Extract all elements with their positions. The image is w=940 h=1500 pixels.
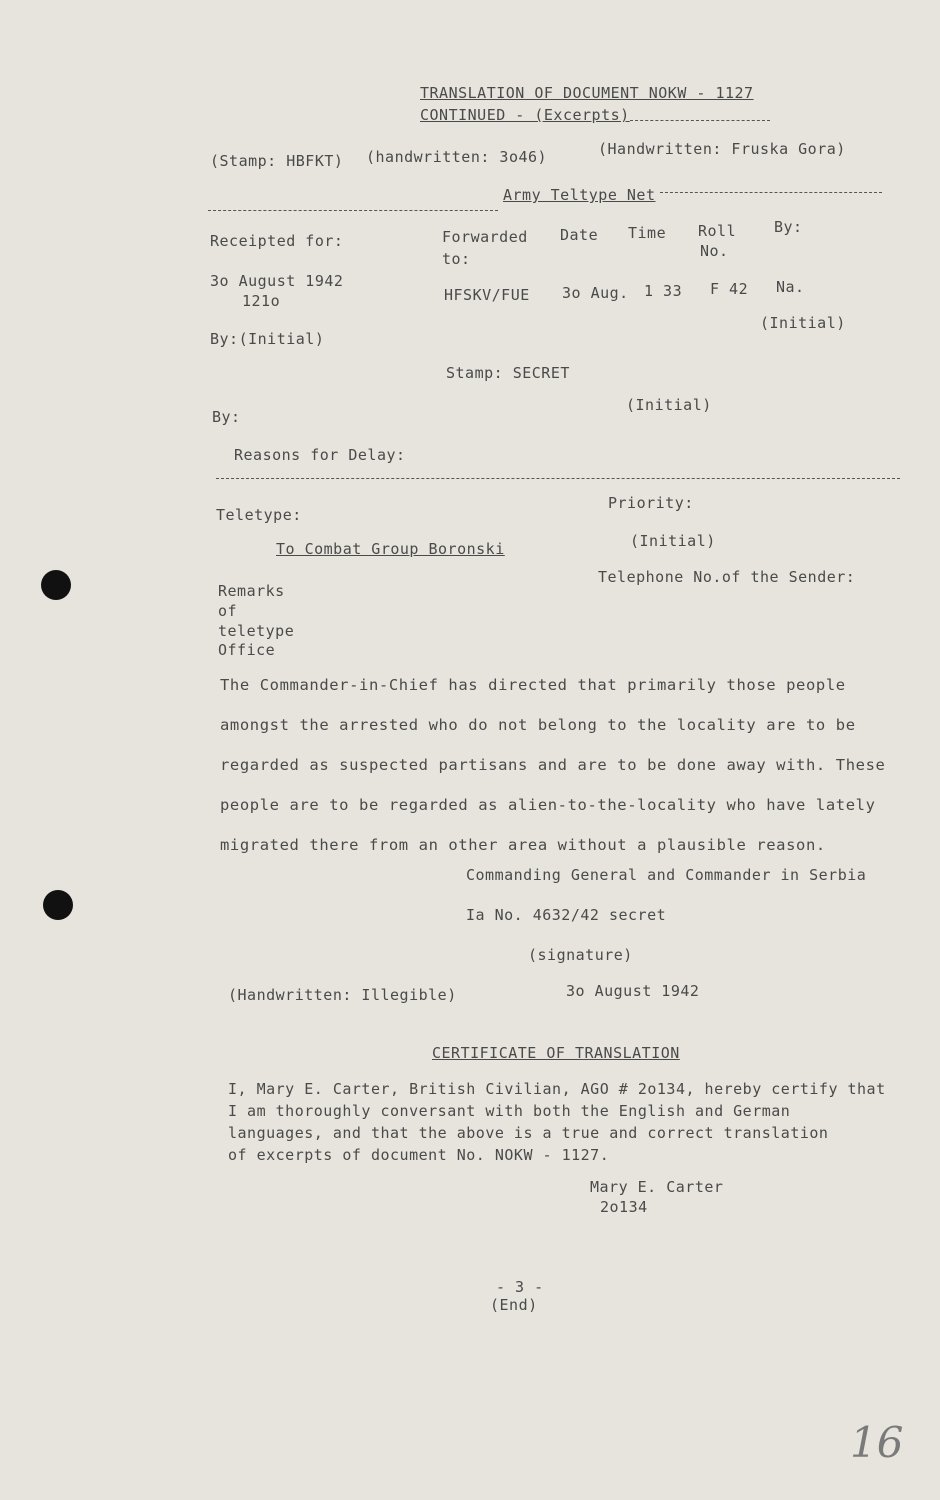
page-number: - 3 - [496, 1278, 544, 1296]
stamp-secret: Stamp: SECRET [446, 364, 570, 382]
col-roll-no: No. [700, 242, 729, 260]
certificate-line-1: I, Mary E. Carter, British Civilian, AGO # 2o134, hereby certify that [228, 1080, 886, 1098]
signoff-commanding-general: Commanding General and Commander in Serbia [466, 866, 867, 884]
receipt-time: 121o [242, 292, 281, 310]
by-2: By: [212, 408, 241, 426]
section-rule [216, 478, 900, 479]
col-forwarded-to: to: [442, 250, 471, 268]
initial-1: (Initial) [760, 314, 846, 332]
reasons-for-delay: Reasons for Delay: [234, 446, 406, 464]
certificate-line-3: languages, and that the above is a true and correct translation [228, 1124, 829, 1142]
document-subtitle: CONTINUED - (Excerpts) [420, 106, 630, 124]
body-line-4: people are to be regarded as alien-to-the-locality who have lately [220, 796, 876, 814]
initial-3: (Initial) [630, 532, 716, 550]
punch-hole-top [41, 570, 71, 600]
stamp-hbfkt: (Stamp: HBFKT) [210, 152, 344, 170]
val-time: 1 33 [644, 282, 683, 300]
body-line-3: regarded as suspected partisans and are to be done away with. These [220, 756, 886, 774]
col-date: Date [560, 226, 599, 244]
certificate-line-4: of excerpts of document No. NOKW - 1127. [228, 1146, 610, 1164]
signoff-signature: (signature) [528, 946, 633, 964]
teletype-label: Teletype: [216, 506, 302, 524]
val-roll: F 42 [710, 280, 749, 298]
subtitle-rule [630, 120, 770, 121]
val-by: Na. [776, 278, 805, 296]
body-line-1: The Commander-in-Chief has directed that primarily those people [220, 676, 846, 694]
receipted-label: Receipted for: [210, 232, 344, 250]
signoff-date: 3o August 1942 [566, 982, 700, 1000]
col-by: By: [774, 218, 803, 236]
telephone-label: Telephone No.of the Sender: [598, 568, 856, 586]
net-rule-right [660, 192, 882, 193]
body-line-5: migrated there from an other area without a plausible reason. [220, 836, 826, 854]
body-line-2: amongst the arrested who do not belong to the locality are to be [220, 716, 856, 734]
remarks-line-3: teletype [218, 622, 295, 640]
remarks-line-2: of [218, 602, 238, 620]
certificate-signature-name: Mary E. Carter [590, 1178, 724, 1196]
col-forwarded: Forwarded [442, 228, 528, 246]
folio-number: 16 [850, 1418, 904, 1467]
end-marker: (End) [490, 1296, 538, 1314]
handwritten-number: (handwritten: 3o46) [366, 148, 548, 166]
val-date: 3o Aug. [562, 284, 629, 302]
certificate-signature-number: 2o134 [600, 1198, 648, 1216]
remarks-line-4: Office [218, 641, 276, 659]
col-time: Time [628, 224, 667, 242]
teletype-to: To Combat Group Boronski [276, 540, 505, 558]
net-rule-left [208, 210, 498, 211]
receipt-by-initial: By:(Initial) [210, 330, 325, 348]
col-roll: Roll [698, 222, 737, 240]
priority-label: Priority: [608, 494, 694, 512]
val-forwarded: HFSKV/FUE [444, 286, 530, 304]
handwritten-illegible: (Handwritten: Illegible) [228, 986, 457, 1004]
net-label: Army Teltype Net [503, 186, 656, 204]
handwritten-fruska-gora: (Handwritten: Fruska Gora) [598, 140, 846, 158]
certificate-title: CERTIFICATE OF TRANSLATION [432, 1044, 680, 1062]
initial-2: (Initial) [626, 396, 712, 414]
signoff-reference: Ia No. 4632/42 secret [466, 906, 667, 924]
remarks-line-1: Remarks [218, 582, 285, 600]
punch-hole-bottom [43, 890, 73, 920]
document-title: TRANSLATION OF DOCUMENT NOKW - 1127 [420, 84, 754, 102]
receipt-date: 3o August 1942 [210, 272, 344, 290]
certificate-line-2: I am thoroughly conversant with both the English and German [228, 1102, 791, 1120]
